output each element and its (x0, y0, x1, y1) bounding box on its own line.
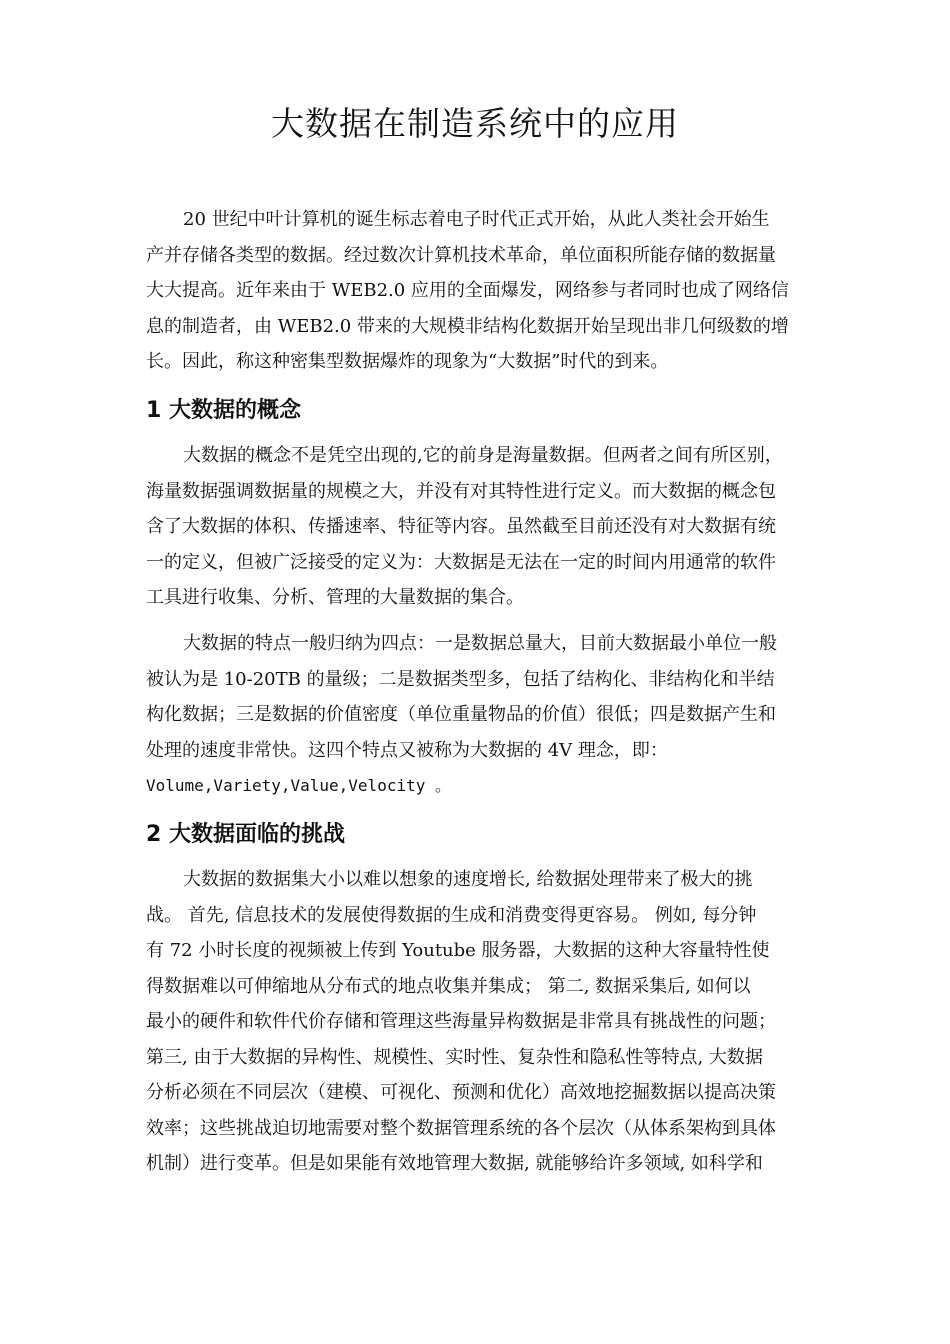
paragraph-line: 分析必须在不同层次（建模、可视化、预测和优化）高效地挖掘数据以提高决策 (146, 1082, 776, 1103)
section1-heading: 1 大数据的概念 (146, 398, 301, 423)
section1-paragraph-2 (146, 626, 810, 804)
paragraph-line: 工具进行收集、分析、管理的大量数据的集合。 (146, 587, 524, 608)
intro-line: 大大提高。近年来由于 WEB2.0 应用的全面爆发，网络参与者同时也成了网络信 (146, 280, 789, 301)
paragraph-line: 机制）进行变革。但是如果能有效地管理大数据, 就能够给许多领域, 如科学和 (146, 1153, 763, 1174)
section2-paragraph-1 (146, 862, 810, 1182)
paragraph-line: 大数据的特点一般归纳为四点：一是数据总量大，目前大数据最小单位一般 (183, 633, 777, 654)
intro-line: 产并存储各类型的数据。经过数次计算机技术革命，单位面积所能存储的数据量 (146, 244, 776, 266)
intro-line: 20 世纪中叶计算机的诞生标志着电子时代正式开始，从此人类社会开始生 (183, 209, 770, 230)
paragraph-line: 处理的速度非常快。这四个特点又被称为大数据的 4V 理念，即： (146, 739, 668, 761)
page-title: 大数据在制造系统中的应用 (271, 104, 679, 143)
paragraph-line: 构化数据；三是数据的价值密度（单位重量物品的价值）很低；四是数据产生和 (146, 704, 776, 725)
paragraph-line: 海量数据强调数据量的规模之大，并没有对其特性进行定义。而大数据的概念包 (146, 480, 776, 502)
paragraph-line-mono: Volume,Variety,Value,Velocity 。 (146, 776, 451, 795)
paragraph-line: 第三, 由于大数据的异构性、规模性、实时性、复杂性和隐私性等特点, 大数据 (146, 1046, 763, 1068)
paragraph-line: 被认为是 10-20TB 的量级；二是数据类型多，包括了结构化、非结构化和半结 (146, 668, 775, 690)
intro-paragraph (146, 202, 810, 380)
section2-heading: 2 大数据面临的挑战 (146, 822, 345, 847)
paragraph-line: 得数据难以可伸缩地从分布式的地点收集并集成； 第二, 数据采集后, 如何以 (146, 975, 751, 997)
section1-paragraph-1 (146, 438, 810, 616)
paragraph-line: 战。 首先, 信息技术的发展使得数据的生成和消费变得更容易。 例如, 每分钟 (146, 904, 757, 926)
paragraph-line: 有 72 小时长度的视频被上传到 Youtube 服务器，大数据的这种大容量特性使 (146, 940, 770, 961)
paragraph-line: 大数据的数据集大小以难以想象的速度增长, 给数据处理带来了极大的挑 (183, 869, 753, 890)
paragraph-line: 最小的硬件和软件代价存储和管理这些海量异构数据是非常具有挑战性的问题； (146, 1011, 776, 1032)
intro-line: 息的制造者，由 WEB2.0 带来的大规模非结构化数据开始呈现出非几何级数的增 (146, 315, 789, 337)
paragraph-line: 含了大数据的体积、传播速率、特征等内容。虽然截至目前还没有对大数据有统 (146, 516, 776, 537)
paragraph-line: 效率；这些挑战迫切地需要对整个数据管理系统的各个层次（从体系架构到具体 (146, 1117, 776, 1139)
paragraph-line: 一的定义，但被广泛接受的定义为：大数据是无法在一定的时间内用通常的软件 (146, 551, 776, 573)
intro-line: 长。因此，称这种密集型数据爆炸的现象为“大数据”时代的到来。 (146, 351, 669, 372)
paragraph-line: 大数据的概念不是凭空出现的,它的前身是海量数据。但两者之间有所区别， (183, 445, 783, 466)
